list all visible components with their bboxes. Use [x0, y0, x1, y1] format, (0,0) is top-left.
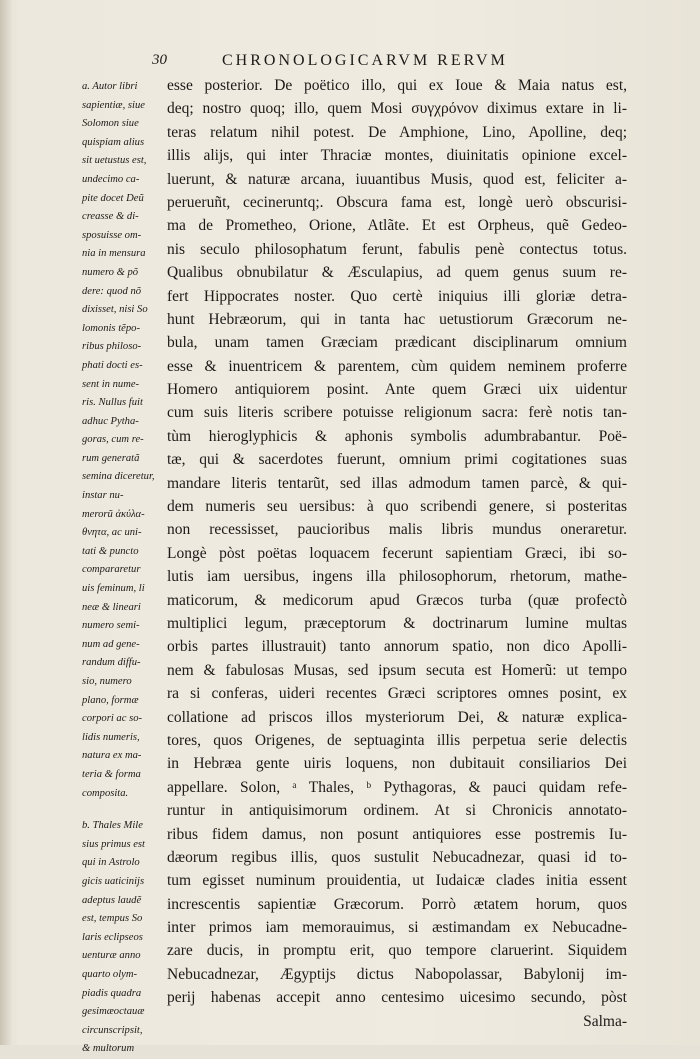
text-line: non recessisset, paucioribus malis libris mundus oneraretur.: [167, 521, 627, 539]
text-line: nis seculo philosophatum ferunt, fabulis penè contectus totus.: [167, 240, 627, 258]
text-line: deq; nostro quoq; illo, quem Mosi συγχρόνον diximus extare in li-: [167, 100, 627, 118]
margin-notes: [82, 78, 162, 1059]
text-line: cum suis literis scribere potuisse religionum sacra: ferè notis tan-: [167, 404, 627, 422]
text-line: appellare. Solon, ᵃ Thales, ᵇ Pythagoras, & pauci quidam refe-: [167, 778, 627, 796]
main-text-block: [167, 74, 627, 1033]
text-line: perij habenas accepit anno centesimo uicesimo secundo, pòst: [167, 989, 627, 1007]
text-line: luerunt, & naturæ arcana, iuuantibus Musis, quod est, feliciter a-: [167, 170, 627, 188]
text-line: Homero antiquiorem posint. Ante quem Græci uix uidentur: [167, 381, 627, 399]
text-line: esse & inuentricem & parentem, cùm quidem neminem proferre: [167, 357, 627, 375]
text-line: runtur in antiquisimorum ordinem. At si Chronicis annotato-: [167, 802, 627, 820]
text-line: maticorum, & medicorum apud Græcos turba (quæ profectò: [167, 591, 627, 609]
text-line: ra si conferas, uideri recentes Græci scriptores omnes posint, ex: [167, 685, 627, 703]
text-line: in Hebræa gente uiris loquens, non dubitauit consiliarios Dei: [167, 755, 627, 773]
running-header: [152, 52, 572, 74]
text-line: ribus fidem damus, non posunt antiquiores esse postremis Iu-: [167, 825, 627, 843]
text-line: tæ, qui & sacerdotes fuerunt, omnium primi cogitationes suas: [167, 451, 627, 469]
gutter-shadow: [0, 0, 14, 1045]
page-number: 30: [152, 52, 167, 68]
text-line: tùm hieroglyphicis & aphonis symbolis adumbrabantur. Poë-: [167, 427, 627, 445]
text-line: orbis partes illustrauit) tanto annorum spatio, non dico Apolli-: [167, 638, 627, 656]
text-line: dem numeris seu uersibus: à quo scribendi genere, si posteritas: [167, 498, 627, 516]
text-line: zare ducis, in promptu erit, quo tempore claruerint. Siquidem: [167, 942, 627, 960]
text-line: dæorum regibus illis, quos sustulit Nebucadnezar, quasi id to-: [167, 848, 627, 866]
running-title: CHRONOLOGICARVM RERVM: [222, 52, 508, 69]
text-line: mandare literis tentarũt, sed illas admodum tamen parcè, & qui-: [167, 474, 627, 492]
text-line: Qualibus obnubilatur & Æsculapius, ad quem genus suum re-: [167, 264, 627, 282]
text-line: ma de Prometheo, Orione, Atlãte. Et est Orpheus, quẽ Gedeo-: [167, 217, 627, 235]
catchword: Salma-: [583, 1012, 627, 1030]
text-line: increscentis sapientiæ Græcorum. Porrò ætatem horum, quos: [167, 895, 627, 913]
text-line: multiplici legum, præceptorum & doctrinarum lumine multas: [167, 614, 627, 632]
text-line: esse posterior. De poëtico illo, qui ex Ioue & Maia natus est,: [167, 77, 627, 94]
margin-note-b: b. Thales Mile sius primus est qui in Astrolo gicis uaticinijs adeptus laudẽ est, tempus So laris eclipseos uenturæ anno quarto olym- piadis quadra gesimæoctauæ circunscripsit, & multorum: [82, 820, 145, 1055]
margin-note-a: a. Autor libri sapientiæ, siue Solomon siue quispiam alius sit uetustus est, undecimo ca- pite docet Deũ creasse & di- sposuisse om- nia in mensura numero & põ dere: quod nõ dixisset, nisi So lomonis tẽpo- ribus philoso- phati docti es- sent in nume- ris. Nullus fuit adhuc Pytha- goras, cum re- rum generatã semina diceretur, instar nu- merorũ ἀκύλα- θνητα, ac uni- tati & puncto compararetur uis feminum, li neæ & lineari numero semi- num ad gene- randum diffu- sio, numero plano, formæ corpori ac so- lidis numeris, natura ex ma- teria & forma composita.: [82, 81, 155, 799]
text-line: bula, unam tamen Græciam prædicant disciplinarum omnium: [167, 334, 627, 352]
text-line: inter primos iam memorauimus, si æstimandam ex Nebucadne-: [167, 919, 627, 937]
text-line: tores, quos Origenes, de septuaginta illis perpetua serie delectis: [167, 731, 627, 749]
text-line: collatione ad priscos illos mysteriorum Dei, & naturæ explica-: [167, 708, 627, 726]
text-line: fert Hippocrates noster. Quo certè iniquius illi gloriæ detra-: [167, 287, 627, 305]
text-line: perueruñt, cecineruntq;. Obscura fama est, longè uerò obscurisi-: [167, 193, 627, 211]
text-line: Longè pòst poëtas loquacem fecerunt sapientiam Græci, ibi so-: [167, 544, 627, 562]
text-line: nem & fabulosas Musas, sed ipsum secuta est Homerũ: ut tempo: [167, 661, 627, 679]
text-line: illis alijs, qui inter Thraciæ montes, diuinitatis opinione excel-: [167, 147, 627, 165]
text-line: Nebucadnezar, Ægyptijs dictus Nabopolassar, Babylonij im-: [167, 965, 627, 983]
text-line: teras relatum nihil potest. De Amphione, Lino, Apolline, deq;: [167, 123, 627, 141]
text-line: lutis iam uersibus, ingens illa philosophorum, rhetorum, mathe-: [167, 568, 627, 586]
text-line: hunt Hebræorum, qui in tanta hac uetustiorum Græcorum ne-: [167, 310, 627, 328]
text-line: tum egisset numinum prouidentia, ut Iudaicæ clades initia essent: [167, 872, 627, 890]
